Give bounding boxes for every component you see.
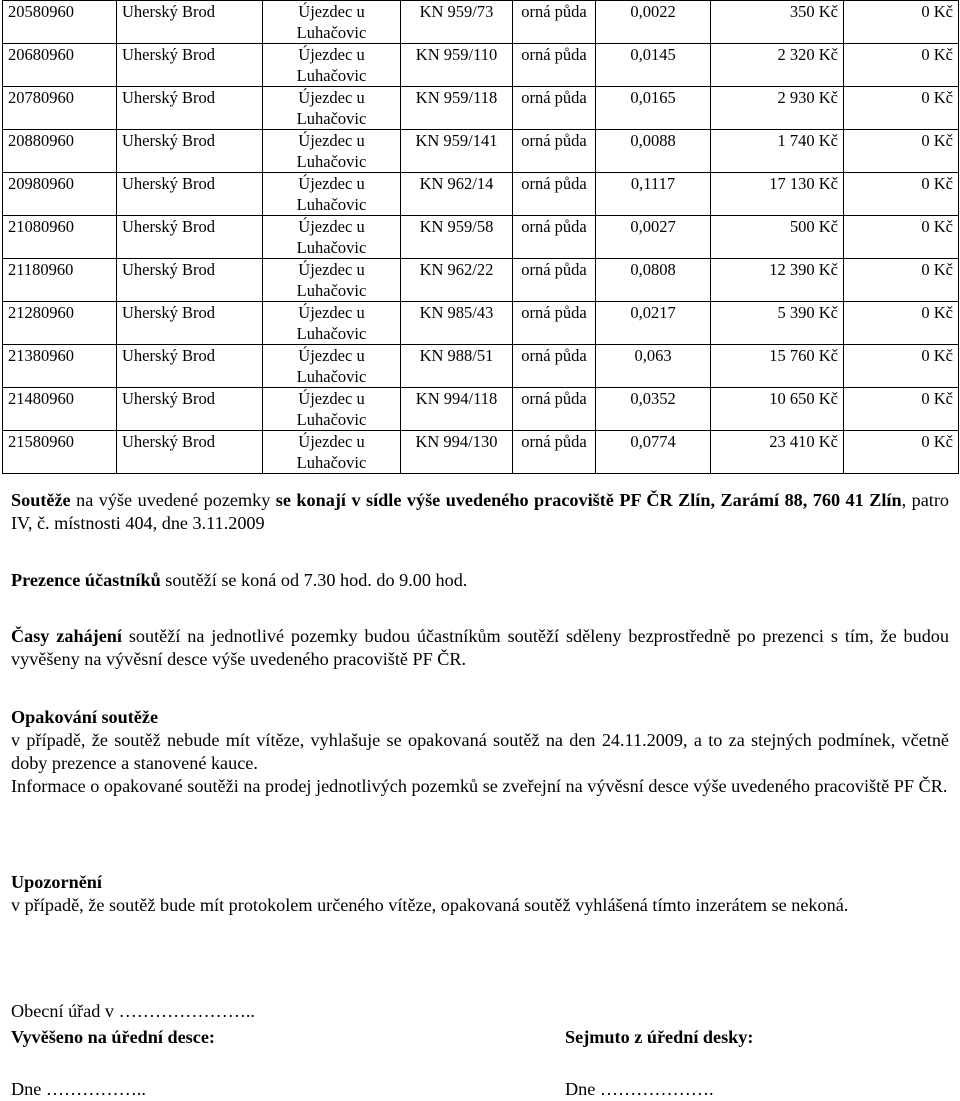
area-cell: 0,0808: [596, 259, 711, 302]
plot-id-cell: 20880960: [3, 130, 117, 173]
price-cell: 500 Kč: [711, 216, 844, 259]
area-cell: 0,0352: [596, 388, 711, 431]
plot-id-cell: 20680960: [3, 44, 117, 87]
parcel-number-cell: KN 959/141: [401, 130, 513, 173]
parcel-number-cell: KN 962/22: [401, 259, 513, 302]
deposit-cell: 0 Kč: [844, 44, 959, 87]
land-type-cell: orná půda: [513, 44, 596, 87]
cadastral-area-cell: Uherský Brod: [117, 87, 263, 130]
deposit-cell: 0 Kč: [844, 87, 959, 130]
repeat-info: Informace o opakované soutěži na prodej jednotlivých pozemků se zveřejní na vývěsní desce výše uvedeného pracoviště PF ČR.: [11, 776, 948, 796]
area-cell: 0,063: [596, 345, 711, 388]
municipality-cell: Újezdec u Luhačovic: [263, 173, 401, 216]
municipality-cell: Újezdec u Luhačovic: [263, 345, 401, 388]
cadastral-area-cell: Uherský Brod: [117, 259, 263, 302]
parcel-number-cell: KN 994/130: [401, 431, 513, 474]
land-type-cell: orná půda: [513, 1, 596, 44]
price-cell: 350 Kč: [711, 1, 844, 44]
plot-id-cell: 21080960: [3, 216, 117, 259]
cadastral-area-cell: Uherský Brod: [117, 388, 263, 431]
municipality-cell: Újezdec u Luhačovic: [263, 388, 401, 431]
price-cell: 5 390 Kč: [711, 302, 844, 345]
price-cell: 1 740 Kč: [711, 130, 844, 173]
municipality-cell: Újezdec u Luhačovic: [263, 302, 401, 345]
land-type-cell: orná půda: [513, 345, 596, 388]
deposit-cell: 0 Kč: [844, 130, 959, 173]
table-row: [3, 216, 959, 259]
posted-label: Vyvěšeno na úřední desce:: [11, 1027, 215, 1047]
table-row: [3, 1, 959, 44]
office-line: Obecní úřad v …………………..: [11, 1001, 255, 1021]
municipality-cell: Újezdec u Luhačovic: [263, 216, 401, 259]
parcel-number-cell: KN 985/43: [401, 302, 513, 345]
municipality-cell: Újezdec u Luhačovic: [263, 130, 401, 173]
deposit-cell: 0 Kč: [844, 259, 959, 302]
removed-date: Dne ……………….: [565, 1079, 714, 1099]
land-type-cell: orná půda: [513, 302, 596, 345]
cadastral-area-cell: Uherský Brod: [117, 345, 263, 388]
repeat-section: [11, 706, 949, 798]
deposit-cell: 0 Kč: [844, 1, 959, 44]
parcel-number-cell: KN 988/51: [401, 345, 513, 388]
parcel-number-cell: KN 959/58: [401, 216, 513, 259]
land-type-cell: orná půda: [513, 173, 596, 216]
venue-lead: Soutěže: [11, 490, 71, 510]
plot-id-cell: 20580960: [3, 1, 117, 44]
notice-text: v případě, že soutěž bude mít protokolem určeného vítěze, opakovaná soutěž vyhlášená tímto inzerátem se nekoná.: [11, 895, 849, 915]
plot-id-cell: 20780960: [3, 87, 117, 130]
cadastral-area-cell: Uherský Brod: [117, 216, 263, 259]
plot-id-cell: 21380960: [3, 345, 117, 388]
venue-text: na výše uvedené pozemky: [70, 490, 276, 510]
cadastral-area-cell: Uherský Brod: [117, 173, 263, 216]
price-cell: 12 390 Kč: [711, 259, 844, 302]
cadastral-area-cell: Uherský Brod: [117, 302, 263, 345]
cadastral-area-cell: Uherský Brod: [117, 130, 263, 173]
land-type-cell: orná půda: [513, 259, 596, 302]
table-row: [3, 173, 959, 216]
start-times-text: soutěží na jednotlivé pozemky budou účastníkům soutěží sděleny bezprostředně po prezenci s tím, že budou vyvěšeny na vývěsní desce výše uvedeného pracoviště PF ČR.: [11, 626, 949, 669]
venue-paragraph: [11, 489, 949, 535]
plot-id-cell: 21280960: [3, 302, 117, 345]
municipality-cell: Újezdec u Luhačovic: [263, 87, 401, 130]
parcel-number-cell: KN 959/118: [401, 87, 513, 130]
municipality-cell: Újezdec u Luhačovic: [263, 431, 401, 474]
deposit-cell: 0 Kč: [844, 431, 959, 474]
area-cell: 0,0027: [596, 216, 711, 259]
price-cell: 2 320 Kč: [711, 44, 844, 87]
plot-id-cell: 21580960: [3, 431, 117, 474]
municipality-cell: Újezdec u Luhačovic: [263, 1, 401, 44]
table-row: [3, 130, 959, 173]
municipality-cell: Újezdec u Luhačovic: [263, 44, 401, 87]
notice-heading: Upozornění: [11, 872, 102, 892]
deposit-cell: 0 Kč: [844, 216, 959, 259]
price-cell: 15 760 Kč: [711, 345, 844, 388]
area-cell: 0,0145: [596, 44, 711, 87]
municipality-cell: Újezdec u Luhačovic: [263, 259, 401, 302]
deposit-cell: 0 Kč: [844, 388, 959, 431]
area-cell: 0,0165: [596, 87, 711, 130]
repeat-text: v případě, že soutěž nebude mít vítěze, vyhlašuje se opakovaná soutěž na den 24.11.2009, a to za stejných podmínek, včetně doby prezence a stanovené kauce.: [11, 730, 949, 773]
price-cell: 23 410 Kč: [711, 431, 844, 474]
start-times-lead: Časy zahájení: [11, 626, 122, 646]
table-row: [3, 431, 959, 474]
cadastral-area-cell: Uherský Brod: [117, 44, 263, 87]
plot-id-cell: 21480960: [3, 388, 117, 431]
area-cell: 0,0217: [596, 302, 711, 345]
area-cell: 0,0022: [596, 1, 711, 44]
parcel-number-cell: KN 959/110: [401, 44, 513, 87]
start-times-paragraph: [11, 625, 949, 671]
plots-table: [2, 0, 959, 474]
land-type-cell: orná půda: [513, 431, 596, 474]
table-row: [3, 345, 959, 388]
table-row: [3, 388, 959, 431]
land-type-cell: orná půda: [513, 216, 596, 259]
price-cell: 2 930 Kč: [711, 87, 844, 130]
deposit-cell: 0 Kč: [844, 302, 959, 345]
presence-paragraph: [11, 569, 949, 592]
table-row: [3, 302, 959, 345]
presence-text: soutěží se koná od 7.30 hod. do 9.00 hod.: [160, 570, 468, 590]
cadastral-area-cell: Uherský Brod: [117, 1, 263, 44]
removed-label: Sejmuto z úřední desky:: [565, 1027, 754, 1047]
cadastral-area-cell: Uherský Brod: [117, 431, 263, 474]
parcel-number-cell: KN 994/118: [401, 388, 513, 431]
area-cell: 0,0774: [596, 431, 711, 474]
price-cell: 10 650 Kč: [711, 388, 844, 431]
parcel-number-cell: KN 962/14: [401, 173, 513, 216]
area-cell: 0,1117: [596, 173, 711, 216]
area-cell: 0,0088: [596, 130, 711, 173]
land-type-cell: orná půda: [513, 130, 596, 173]
price-cell: 17 130 Kč: [711, 173, 844, 216]
table-row: [3, 87, 959, 130]
land-type-cell: orná půda: [513, 87, 596, 130]
plot-id-cell: 20980960: [3, 173, 117, 216]
table-row: [3, 44, 959, 87]
venue-date: , patro IV, č. místnosti 404, dne 3.11.2009: [11, 490, 949, 533]
notice-section: [11, 871, 949, 917]
deposit-cell: 0 Kč: [844, 173, 959, 216]
venue-place: se konají v sídle výše uvedeného pracoviště PF ČR Zlín, Zarámí 88, 760 41 Zlín: [275, 490, 902, 510]
presence-lead: Prezence účastníků: [11, 570, 161, 590]
posted-date: Dne ……………..: [11, 1079, 146, 1099]
land-type-cell: orná půda: [513, 388, 596, 431]
parcel-number-cell: KN 959/73: [401, 1, 513, 44]
plot-id-cell: 21180960: [3, 259, 117, 302]
deposit-cell: 0 Kč: [844, 345, 959, 388]
repeat-heading: Opakování soutěže: [11, 707, 159, 727]
table-row: [3, 259, 959, 302]
